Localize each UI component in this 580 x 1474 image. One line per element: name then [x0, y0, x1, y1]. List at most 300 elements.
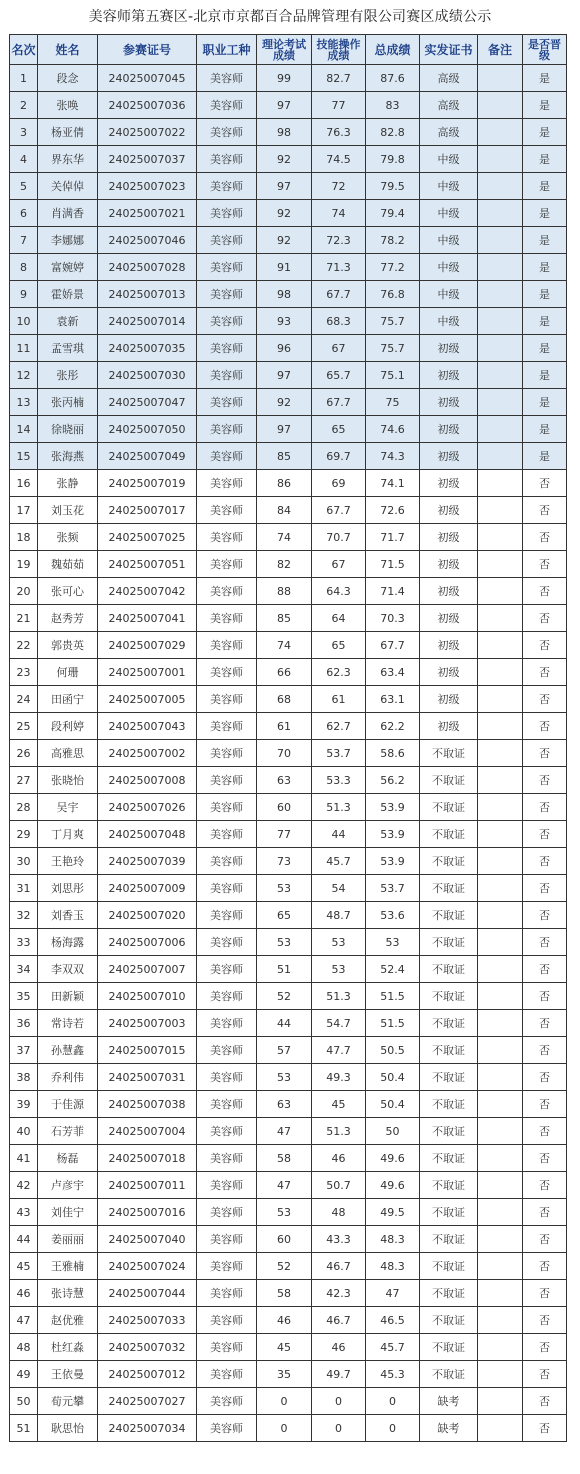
cell-note: [478, 362, 523, 389]
cell-skill: 67.7: [312, 497, 366, 524]
cell-theory: 97: [257, 92, 312, 119]
cell-occupation: 美容师: [197, 146, 257, 173]
cell-id: 24025007046: [98, 227, 197, 254]
cell-name: 界东华: [38, 146, 98, 173]
cell-theory: 91: [257, 254, 312, 281]
cell-promote: 否: [523, 1091, 567, 1118]
cell-note: [478, 1172, 523, 1199]
cell-theory: 0: [257, 1388, 312, 1415]
cell-name: 刘香玉: [38, 902, 98, 929]
cell-theory: 86: [257, 470, 312, 497]
cell-occupation: 美容师: [197, 1361, 257, 1388]
table-row: [10, 659, 567, 686]
cell-rank: 36: [10, 1010, 38, 1037]
cell-name: 姜丽丽: [38, 1226, 98, 1253]
cell-skill: 49.7: [312, 1361, 366, 1388]
table-row: [10, 92, 567, 119]
cell-name: 乔利伟: [38, 1064, 98, 1091]
cell-total: 87.6: [366, 65, 420, 92]
cell-name: 于佳源: [38, 1091, 98, 1118]
cell-total: 82.8: [366, 119, 420, 146]
cell-skill: 0: [312, 1415, 366, 1442]
cell-name: 李娜娜: [38, 227, 98, 254]
cell-skill: 67.7: [312, 281, 366, 308]
table-row: [10, 470, 567, 497]
cell-promote: 是: [523, 65, 567, 92]
cell-rank: 33: [10, 929, 38, 956]
cell-name: 郭贵英: [38, 632, 98, 659]
cell-occupation: 美容师: [197, 308, 257, 335]
table-row: [10, 200, 567, 227]
cell-note: [478, 929, 523, 956]
cell-skill: 54: [312, 875, 366, 902]
cell-name: 赵秀芳: [38, 605, 98, 632]
cell-skill: 65: [312, 632, 366, 659]
cell-id: 24025007045: [98, 65, 197, 92]
cell-theory: 77: [257, 821, 312, 848]
cell-occupation: 美容师: [197, 740, 257, 767]
cell-theory: 52: [257, 983, 312, 1010]
cell-skill: 77: [312, 92, 366, 119]
cell-rank: 31: [10, 875, 38, 902]
cell-id: 24025007006: [98, 929, 197, 956]
cell-theory: 52: [257, 1253, 312, 1280]
cell-cert: 初级: [420, 335, 478, 362]
cell-name: 杨磊: [38, 1145, 98, 1172]
cell-occupation: 美容师: [197, 389, 257, 416]
cell-skill: 0: [312, 1388, 366, 1415]
cell-note: [478, 200, 523, 227]
cell-theory: 85: [257, 605, 312, 632]
cell-rank: 34: [10, 956, 38, 983]
cell-id: 24025007040: [98, 1226, 197, 1253]
cell-theory: 96: [257, 335, 312, 362]
cell-theory: 97: [257, 416, 312, 443]
cell-rank: 5: [10, 173, 38, 200]
cell-cert: 不取证: [420, 902, 478, 929]
cell-promote: 是: [523, 281, 567, 308]
cell-theory: 88: [257, 578, 312, 605]
cell-note: [478, 227, 523, 254]
cell-promote: 否: [523, 1118, 567, 1145]
header-row: [10, 35, 567, 65]
cell-skill: 67.7: [312, 389, 366, 416]
cell-occupation: 美容师: [197, 65, 257, 92]
table-row: [10, 362, 567, 389]
cell-rank: 47: [10, 1307, 38, 1334]
cell-occupation: 美容师: [197, 443, 257, 470]
cell-occupation: 美容师: [197, 983, 257, 1010]
cell-skill: 74.5: [312, 146, 366, 173]
cell-name: 李双双: [38, 956, 98, 983]
table-row: [10, 983, 567, 1010]
cell-note: [478, 308, 523, 335]
cell-rank: 26: [10, 740, 38, 767]
cell-rank: 35: [10, 983, 38, 1010]
cell-name: 杜红淼: [38, 1334, 98, 1361]
table-row: [10, 1037, 567, 1064]
cell-note: [478, 578, 523, 605]
cell-id: 24025007051: [98, 551, 197, 578]
cell-name: 张频: [38, 524, 98, 551]
cell-promote: 否: [523, 902, 567, 929]
cell-id: 24025007049: [98, 443, 197, 470]
cell-occupation: 美容师: [197, 821, 257, 848]
cell-theory: 92: [257, 227, 312, 254]
cell-total: 77.2: [366, 254, 420, 281]
cell-name: 高雅思: [38, 740, 98, 767]
cell-occupation: 美容师: [197, 1253, 257, 1280]
cell-occupation: 美容师: [197, 632, 257, 659]
cell-theory: 65: [257, 902, 312, 929]
cell-occupation: 美容师: [197, 551, 257, 578]
cell-theory: 60: [257, 794, 312, 821]
cell-id: 24025007012: [98, 1361, 197, 1388]
cell-skill: 53: [312, 956, 366, 983]
cell-id: 24025007036: [98, 92, 197, 119]
cell-total: 71.5: [366, 551, 420, 578]
cell-cert: 不取证: [420, 1361, 478, 1388]
cell-rank: 29: [10, 821, 38, 848]
cell-name: 田新颖: [38, 983, 98, 1010]
cell-cert: 不取证: [420, 929, 478, 956]
cell-occupation: 美容师: [197, 1226, 257, 1253]
cell-total: 79.5: [366, 173, 420, 200]
cell-note: [478, 1388, 523, 1415]
cell-note: [478, 1199, 523, 1226]
cell-cert: 不取证: [420, 794, 478, 821]
cell-total: 51.5: [366, 1010, 420, 1037]
cell-occupation: 美容师: [197, 1388, 257, 1415]
col-header-promote: 是否晋级: [523, 35, 567, 65]
cell-theory: 68: [257, 686, 312, 713]
cell-promote: 否: [523, 875, 567, 902]
cell-occupation: 美容师: [197, 686, 257, 713]
cell-skill: 68.3: [312, 308, 366, 335]
cell-cert: 中级: [420, 173, 478, 200]
cell-note: [478, 740, 523, 767]
cell-total: 53.9: [366, 821, 420, 848]
cell-cert: 初级: [420, 551, 478, 578]
cell-id: 24025007033: [98, 1307, 197, 1334]
cell-occupation: 美容师: [197, 335, 257, 362]
cell-id: 24025007041: [98, 605, 197, 632]
cell-name: 张可心: [38, 578, 98, 605]
cell-id: 24025007029: [98, 632, 197, 659]
cell-id: 24025007038: [98, 1091, 197, 1118]
cell-total: 52.4: [366, 956, 420, 983]
cell-name: 张晓怡: [38, 767, 98, 794]
cell-promote: 否: [523, 1172, 567, 1199]
cell-id: 24025007028: [98, 254, 197, 281]
cell-id: 24025007035: [98, 335, 197, 362]
cell-rank: 45: [10, 1253, 38, 1280]
cell-skill: 70.7: [312, 524, 366, 551]
table-row: [10, 1172, 567, 1199]
cell-rank: 30: [10, 848, 38, 875]
table-row: [10, 443, 567, 470]
cell-cert: 初级: [420, 524, 478, 551]
cell-skill: 62.3: [312, 659, 366, 686]
cell-note: [478, 632, 523, 659]
col-header-occupation: 职业工种: [197, 35, 257, 65]
cell-note: [478, 65, 523, 92]
cell-theory: 53: [257, 1199, 312, 1226]
cell-name: 吴宇: [38, 794, 98, 821]
cell-skill: 45.7: [312, 848, 366, 875]
cell-note: [478, 524, 523, 551]
cell-cert: 中级: [420, 146, 478, 173]
table-row: [10, 1253, 567, 1280]
cell-occupation: 美容师: [197, 713, 257, 740]
cell-total: 74.3: [366, 443, 420, 470]
cell-skill: 64: [312, 605, 366, 632]
cell-theory: 47: [257, 1118, 312, 1145]
cell-skill: 53.7: [312, 740, 366, 767]
cell-occupation: 美容师: [197, 659, 257, 686]
cell-theory: 66: [257, 659, 312, 686]
cell-name: 关倬倬: [38, 173, 98, 200]
cell-theory: 58: [257, 1280, 312, 1307]
cell-skill: 44: [312, 821, 366, 848]
cell-occupation: 美容师: [197, 1334, 257, 1361]
cell-skill: 48.7: [312, 902, 366, 929]
cell-id: 24025007031: [98, 1064, 197, 1091]
cell-name: 王艳玲: [38, 848, 98, 875]
table-row: [10, 1307, 567, 1334]
cell-promote: 是: [523, 173, 567, 200]
cell-cert: 中级: [420, 254, 478, 281]
cell-id: 24025007044: [98, 1280, 197, 1307]
cell-rank: 11: [10, 335, 38, 362]
cell-name: 杨海露: [38, 929, 98, 956]
cell-theory: 51: [257, 956, 312, 983]
cell-theory: 53: [257, 929, 312, 956]
cell-cert: 不取证: [420, 1172, 478, 1199]
cell-total: 48.3: [366, 1253, 420, 1280]
table-row: [10, 767, 567, 794]
cell-name: 张海燕: [38, 443, 98, 470]
cell-promote: 否: [523, 632, 567, 659]
cell-id: 24025007032: [98, 1334, 197, 1361]
cell-note: [478, 1010, 523, 1037]
cell-skill: 76.3: [312, 119, 366, 146]
cell-total: 0: [366, 1415, 420, 1442]
cell-skill: 51.3: [312, 983, 366, 1010]
cell-cert: 初级: [420, 497, 478, 524]
cell-note: [478, 848, 523, 875]
cell-occupation: 美容师: [197, 605, 257, 632]
results-table: [9, 34, 567, 1442]
cell-cert: 不取证: [420, 1226, 478, 1253]
cell-promote: 否: [523, 1037, 567, 1064]
cell-name: 田函宁: [38, 686, 98, 713]
cell-skill: 65: [312, 416, 366, 443]
cell-theory: 92: [257, 200, 312, 227]
cell-skill: 69.7: [312, 443, 366, 470]
cell-occupation: 美容师: [197, 1172, 257, 1199]
cell-cert: 不取证: [420, 1091, 478, 1118]
cell-total: 50.5: [366, 1037, 420, 1064]
cell-note: [478, 335, 523, 362]
cell-total: 49.6: [366, 1145, 420, 1172]
cell-id: 24025007025: [98, 524, 197, 551]
cell-cert: 中级: [420, 308, 478, 335]
col-header-name: 姓名: [38, 35, 98, 65]
cell-skill: 53: [312, 929, 366, 956]
cell-id: 24025007013: [98, 281, 197, 308]
cell-skill: 62.7: [312, 713, 366, 740]
cell-rank: 44: [10, 1226, 38, 1253]
cell-promote: 是: [523, 200, 567, 227]
cell-cert: 不取证: [420, 740, 478, 767]
table-row: [10, 1361, 567, 1388]
cell-name: 张丙楠: [38, 389, 98, 416]
cell-note: [478, 92, 523, 119]
table-row: [10, 821, 567, 848]
cell-skill: 54.7: [312, 1010, 366, 1037]
table-row: [10, 146, 567, 173]
cell-note: [478, 983, 523, 1010]
cell-promote: 否: [523, 659, 567, 686]
table-row: [10, 956, 567, 983]
cell-promote: 否: [523, 929, 567, 956]
cell-id: 24025007026: [98, 794, 197, 821]
cell-promote: 否: [523, 686, 567, 713]
cell-skill: 61: [312, 686, 366, 713]
cell-skill: 51.3: [312, 794, 366, 821]
table-row: [10, 902, 567, 929]
cell-rank: 4: [10, 146, 38, 173]
cell-cert: 不取证: [420, 1199, 478, 1226]
cell-rank: 3: [10, 119, 38, 146]
cell-name: 荀元攀: [38, 1388, 98, 1415]
cell-note: [478, 713, 523, 740]
cell-cert: 初级: [420, 470, 478, 497]
cell-total: 49.5: [366, 1199, 420, 1226]
cell-note: [478, 1307, 523, 1334]
cell-name: 段利婷: [38, 713, 98, 740]
cell-id: 24025007005: [98, 686, 197, 713]
cell-rank: 21: [10, 605, 38, 632]
cell-skill: 69: [312, 470, 366, 497]
cell-name: 石芳菲: [38, 1118, 98, 1145]
cell-id: 24025007008: [98, 767, 197, 794]
cell-rank: 51: [10, 1415, 38, 1442]
cell-occupation: 美容师: [197, 902, 257, 929]
cell-note: [478, 254, 523, 281]
cell-note: [478, 605, 523, 632]
table-row: [10, 335, 567, 362]
cell-skill: 46: [312, 1145, 366, 1172]
cell-theory: 84: [257, 497, 312, 524]
table-row: [10, 497, 567, 524]
cell-occupation: 美容师: [197, 227, 257, 254]
table-row: [10, 308, 567, 335]
cell-theory: 60: [257, 1226, 312, 1253]
cell-total: 51.5: [366, 983, 420, 1010]
cell-promote: 是: [523, 362, 567, 389]
cell-rank: 8: [10, 254, 38, 281]
cell-rank: 23: [10, 659, 38, 686]
table-row: [10, 119, 567, 146]
table-row: [10, 1010, 567, 1037]
cell-name: 刘佳宁: [38, 1199, 98, 1226]
cell-theory: 35: [257, 1361, 312, 1388]
table-row: [10, 1145, 567, 1172]
cell-occupation: 美容师: [197, 497, 257, 524]
cell-promote: 否: [523, 1280, 567, 1307]
cell-cert: 不取证: [420, 767, 478, 794]
cell-id: 24025007020: [98, 902, 197, 929]
cell-rank: 25: [10, 713, 38, 740]
cell-total: 45.3: [366, 1361, 420, 1388]
cell-occupation: 美容师: [197, 119, 257, 146]
cell-note: [478, 443, 523, 470]
cell-rank: 12: [10, 362, 38, 389]
cell-name: 张诗慧: [38, 1280, 98, 1307]
cell-cert: 高级: [420, 65, 478, 92]
cell-promote: 否: [523, 794, 567, 821]
cell-note: [478, 821, 523, 848]
table-row: [10, 551, 567, 578]
cell-occupation: 美容师: [197, 1010, 257, 1037]
cell-skill: 46.7: [312, 1307, 366, 1334]
cell-name: 赵优雅: [38, 1307, 98, 1334]
table-row: [10, 65, 567, 92]
cell-promote: 否: [523, 470, 567, 497]
page-title: 美容师第五赛区-北京市京都百合品牌管理有限公司赛区成绩公示: [88, 9, 492, 25]
cell-promote: 否: [523, 524, 567, 551]
cell-rank: 14: [10, 416, 38, 443]
cell-total: 83: [366, 92, 420, 119]
cell-promote: 否: [523, 497, 567, 524]
cell-rank: 41: [10, 1145, 38, 1172]
cell-name: 段念: [38, 65, 98, 92]
cell-skill: 67: [312, 551, 366, 578]
cell-total: 75.7: [366, 308, 420, 335]
cell-note: [478, 902, 523, 929]
cell-theory: 98: [257, 281, 312, 308]
cell-occupation: 美容师: [197, 1280, 257, 1307]
cell-theory: 73: [257, 848, 312, 875]
cell-promote: 是: [523, 146, 567, 173]
cell-note: [478, 1253, 523, 1280]
cell-id: 24025007014: [98, 308, 197, 335]
cell-cert: 不取证: [420, 1253, 478, 1280]
cell-note: [478, 1415, 523, 1442]
cell-occupation: 美容师: [197, 362, 257, 389]
cell-note: [478, 659, 523, 686]
cell-occupation: 美容师: [197, 767, 257, 794]
cell-id: 24025007021: [98, 200, 197, 227]
cell-skill: 45: [312, 1091, 366, 1118]
cell-promote: 是: [523, 416, 567, 443]
cell-skill: 82.7: [312, 65, 366, 92]
table-row: [10, 254, 567, 281]
cell-promote: 否: [523, 1307, 567, 1334]
cell-name: 常诗若: [38, 1010, 98, 1037]
cell-note: [478, 1145, 523, 1172]
cell-cert: 初级: [420, 362, 478, 389]
cell-rank: 50: [10, 1388, 38, 1415]
cell-cert: 不取证: [420, 983, 478, 1010]
cell-occupation: 美容师: [197, 92, 257, 119]
cell-promote: 否: [523, 956, 567, 983]
cell-id: 24025007015: [98, 1037, 197, 1064]
cell-cert: 不取证: [420, 1010, 478, 1037]
cell-note: [478, 551, 523, 578]
